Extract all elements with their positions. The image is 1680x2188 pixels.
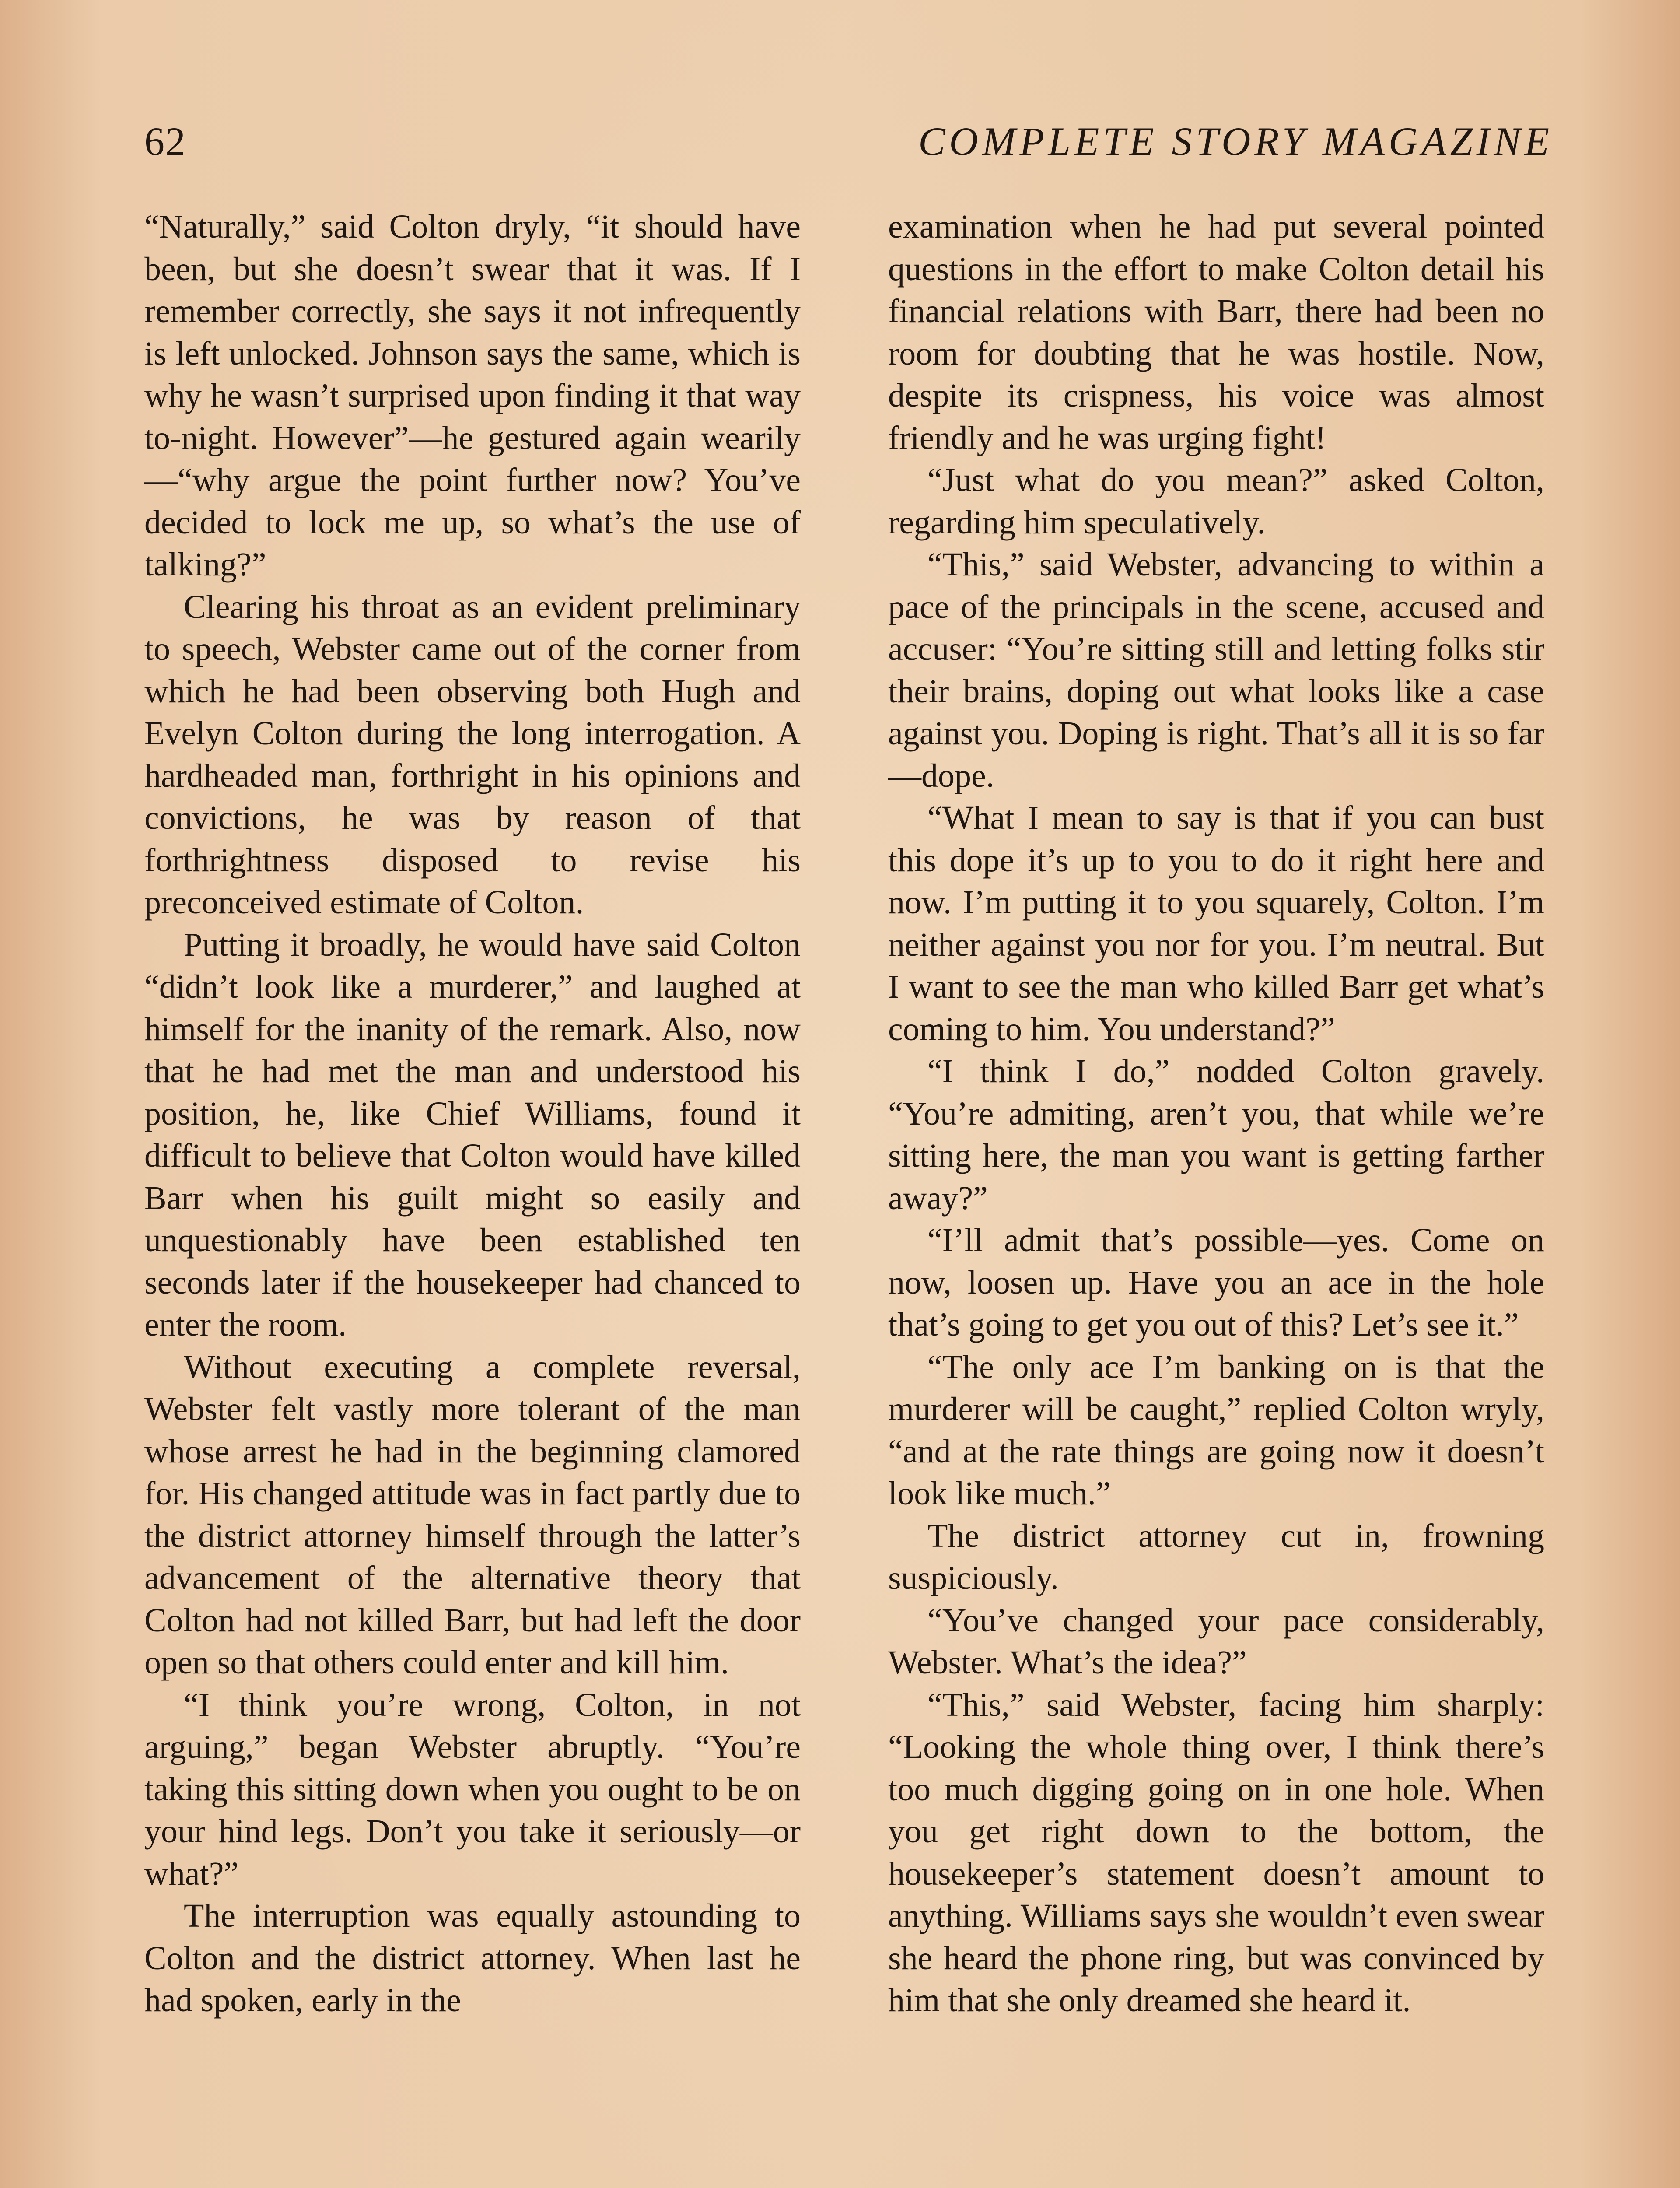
paragraph: Putting it broadly, he would have said Colton “didn’t look like a murderer,” and laughed at himself for the inanity of the remark. Also, now that he had met the man and understood his position, he, like Chief Williams, found it difficult to believe that Colton would have killed Barr when his guilt might so easily and unquestionably have been established ten seconds later if the housekeeper had chanced to enter the room. bbox=[144, 926, 801, 1343]
paragraph: “I’ll admit that’s possible—yes. Come on now, loosen up. Have you an ace in the hole that’s going to get you out of this? Let’s see it.” bbox=[888, 1222, 1544, 1343]
running-title: COMPLETE STORY MAGAZINE bbox=[918, 119, 1553, 164]
paragraph: “What I mean to say is that if you can bust this dope it’s up to you to do it right here and now. I’m putting it to you squarely, Colton. I’m neither against you nor for you. I’m neutral. But I want to see the man who killed Barr get what’s coming to him. You understand?” bbox=[888, 799, 1544, 1048]
right-column bbox=[888, 206, 1544, 2188]
paragraph: “This,” said Webster, advancing to within a pace of the principals in the scene, accused and accuser: “You’re sitting still and letting folks stir their brains, doping out what looks like a case against you. Doping is right. That’s all it is so far—dope. bbox=[888, 546, 1544, 794]
paragraph: “Naturally,” said Colton dryly, “it should have been, but she doesn’t swear that it was. If I remember correctly, she says it not infrequently is left unlocked. Johnson says the same, which is why he wasn’t surprised upon finding it that way to-night. However”—he gestured again wearily—“why argue the point further now? You’ve decided to lock me up, so what’s the use of talking?” bbox=[144, 208, 801, 583]
text-columns bbox=[144, 206, 1544, 2188]
page-number: 62 bbox=[144, 119, 186, 164]
paragraph: examination when he had put several pointed questions in the effort to make Colton detail his financial relations with Barr, there had been no room for doubting that he was hostile. Now, despite its crispness, his voice was almost friendly and he was urging fight! bbox=[888, 208, 1544, 456]
paragraph: “This,” said Webster, facing him sharply: “Looking the whole thing over, I think there’s too much digging going on in one hole. When you get right down to the bottom, the housekeeper’s statement doesn’t amount to anything. Williams says she wouldn’t even swear she heard the phone ring, but was convinced by him that she only dreamed she heard it. bbox=[888, 1686, 1544, 2019]
page-header bbox=[144, 118, 1553, 188]
paragraph: The interruption was equally astounding to Colton and the district attorney. When last he had spoken, early in the bbox=[144, 1897, 801, 2019]
paragraph: “Just what do you mean?” asked Colton, regarding him speculatively. bbox=[888, 462, 1544, 541]
paragraph: “I think you’re wrong, Colton, in not arguing,” began Webster abruptly. “You’re taking this sitting down when you ought to be on your hind legs. Don’t you take it seriously—or what?” bbox=[144, 1686, 801, 1892]
paragraph: The district attorney cut in, frowning suspiciously. bbox=[888, 1517, 1544, 1596]
paragraph: “You’ve changed your pace considerably, Webster. What’s the idea?” bbox=[888, 1602, 1544, 1681]
left-column bbox=[144, 206, 801, 2188]
paragraph: Clearing his throat as an evident preliminary to speech, Webster came out of the corner from which he had been observing both Hugh and Evelyn Colton during the long interrogation. A hardheaded man, forthright in his opinions and convictions, he was by reason of that forthrightness disposed to revise his preconceived estimate of Colton. bbox=[144, 588, 801, 921]
paragraph: “The only ace I’m banking on is that the murderer will be caught,” replied Colton wryly, “and at the rate things are going now it doesn’t look like much.” bbox=[888, 1348, 1544, 1512]
paragraph: Without executing a complete reversal, Webster felt vastly more tolerant of the man whose arrest he had in the beginning clamored for. His changed attitude was in fact partly due to the district attorney himself through the latter’s advancement of the alternative theory that Colton had not killed Barr, but had left the door open so that others could enter and kill him. bbox=[144, 1348, 801, 1681]
paragraph: “I think I do,” nodded Colton gravely. “You’re admiting, aren’t you, that while we’re sitting here, the man you want is getting farther away?” bbox=[888, 1053, 1544, 1217]
